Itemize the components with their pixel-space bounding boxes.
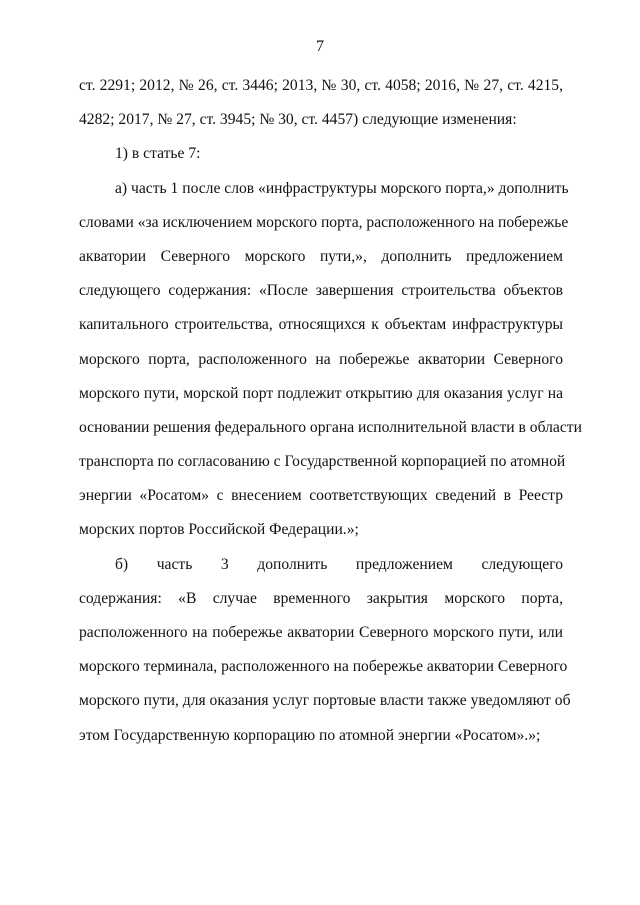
- document-body: [79, 69, 582, 753]
- text-line: этом Государственную корпорацию по атомной энергии «Росатом».»;: [79, 726, 541, 744]
- text-line: словами «за исключением морского порта, расположенного на побережье: [79, 213, 569, 231]
- text-line: морского терминала, расположенного на побережье акватории Северного: [79, 658, 568, 676]
- list-item-heading: 1) в статье 7:: [115, 145, 201, 163]
- text-line: 4282; 2017, № 27, ст. 3945; № 30, ст. 4457) следующие изменения:: [79, 111, 517, 129]
- text-line: морского пути, морской порт подлежит открытию для оказания услуг на: [79, 384, 563, 402]
- text-line: транспорта по согласованию с Государственной корпорацией по атомной: [79, 453, 566, 471]
- text-line: следующего содержания: «После завершения строительства объектов: [79, 282, 563, 300]
- text-line: морских портов Российской Федерации.»;: [79, 521, 359, 539]
- text-line: капитального строительства, относящихся к объектам инфраструктуры: [79, 316, 563, 334]
- page-number: 7: [316, 38, 324, 55]
- text-line: содержания: «В случае временного закрытия морского порта,: [79, 589, 563, 607]
- text-line: расположенного на побережье акватории Северного морского пути, или: [79, 624, 563, 641]
- text-line: ст. 2291; 2012, № 26, ст. 3446; 2013, № 30, ст. 4058; 2016, № 27, ст. 4215,: [79, 77, 563, 94]
- text-line: энергии «Росатом» с внесением соответствующих сведений в Реестр: [79, 487, 563, 505]
- text-line: акватории Северного морского пути,», дополнить предложением: [79, 247, 563, 265]
- text-line: а) часть 1 после слов «инфраструктуры морского порта,» дополнить: [115, 179, 569, 197]
- text-line: основании решения федерального органа исполнительной власти в области: [79, 418, 582, 436]
- text-line: морского порта, расположенного на побережье акватории Северного: [79, 350, 563, 368]
- text-line: б) часть 3 дополнить предложением следующего: [115, 555, 563, 573]
- text-line: морского пути, для оказания услуг портовые власти также уведомляют об: [79, 692, 571, 710]
